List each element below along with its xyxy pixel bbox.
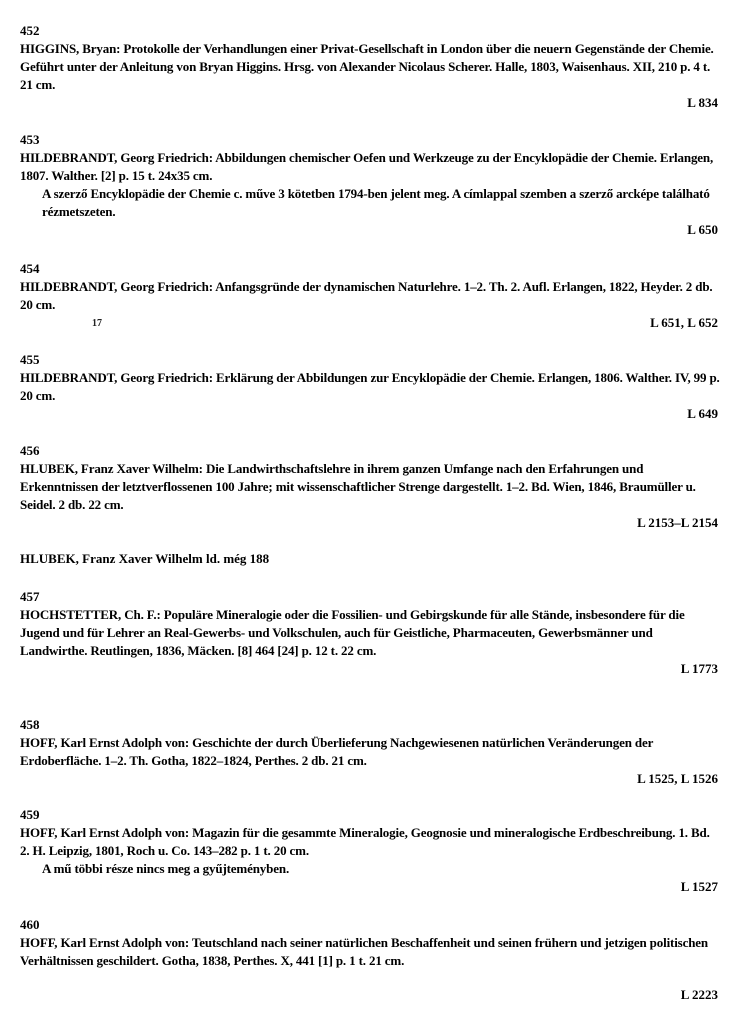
entry-number: 459 — [20, 807, 40, 822]
entry-note: A szerző Encyklopädie der Chemie c. műve 3 kötetben 1794-ben jelent meg. A címlappal szemben a szerző arcképe található rézmetszeten. — [42, 186, 710, 219]
entry-number: 454 — [20, 261, 40, 276]
entry-description: HIGGINS, Bryan: Protokolle der Verhandlungen einer Privat-Gesellschaft in London über die neuern Gegenstände der Chemie. Geführt unter der Anleitung von Bryan Higgins. Hrsg. von Alexander Nicolaus Scherer. Halle, 1803, Waisenhaus. XII, 210 p. 4 t. 21 cm. — [20, 41, 714, 92]
entry-signature: L 2223 — [680, 987, 718, 1002]
entry-number: 456 — [20, 443, 40, 458]
entry-description: HOFF, Karl Ernst Adolph von: Magazin für die gesammte Mineralogie, Geognosie und mineralogische Erdbeschreibung. 1. Bd. 2. H. Leipzig, 1801, Roch u. Co. 143–282 p. 1 t. 20 cm. — [20, 825, 710, 858]
catalog-entry-457 — [20, 588, 720, 678]
entry-description: HILDEBRANDT, Georg Friedrich: Abbildungen chemischer Oefen und Werkzeuge zu der Encyklopädie der Chemie. Erlangen, 1807. Walther. [2] p. 15 t. 24x35 cm. — [20, 150, 714, 183]
entry-description: HOFF, Karl Ernst Adolph von: Geschichte der durch Überlieferung Nachgewiesenen natürlichen Veränderungen der Erdoberfläche. 1–2. Th. Gotha, 1822–1824, Perthes. 2 db. 21 cm. — [20, 735, 653, 768]
entry-description: HOFF, Karl Ernst Adolph von: Teutschland nach seiner natürlichen Beschaffenheit und seinen frühern und jetzigen politischen Verhältnissen geschildert. Gotha, 1838, Perthes. X, 441 [1] p. 1 t. 21 cm. — [20, 935, 708, 968]
entry-signature: L 1773 — [680, 661, 718, 676]
entry-description: HLUBEK, Franz Xaver Wilhelm: Die Landwirthschaftslehre in ihrem ganzen Umfange nach den Erfahrungen und Erkenntnissen der letztverflossenen 100 Jahre; mit wissenschaftlicher Strenge dargestellt. 1–2. Bd. Wien, 1846, Braumüller u. Seidel. 2 db. 22 cm. — [20, 461, 696, 512]
entry-signature: L 649 — [687, 406, 718, 421]
catalog-entry-458 — [20, 716, 720, 788]
catalog-entry-453 — [20, 131, 720, 239]
catalog-entry-459 — [20, 806, 720, 896]
catalog-entry-452 — [20, 22, 720, 112]
entry-signature: L 651, L 652 — [650, 315, 718, 330]
handwritten-margin-mark: 17 — [92, 318, 102, 329]
cross-reference — [20, 550, 720, 568]
entry-signature: L 650 — [687, 222, 718, 237]
entry-signature: L 2153–L 2154 — [637, 515, 718, 530]
entry-description: HILDEBRANDT, Georg Friedrich: Erklärung der Abbildungen zur Encyklopädie der Chemie. Erlangen, 1806. Walther. IV, 99 p. 20 cm. — [20, 370, 720, 403]
entry-note: A mű többi része nincs meg a gyűjteményben. — [42, 861, 290, 876]
entry-number: 455 — [20, 352, 40, 367]
entry-description: HILDEBRANDT, Georg Friedrich: Anfangsgründe der dynamischen Naturlehre. 1–2. Th. 2. Aufl. Erlangen, 1822, Heyder. 2 db. 20 cm. — [20, 279, 713, 312]
catalog-entry-455 — [20, 351, 720, 423]
entry-number: 453 — [20, 132, 40, 147]
entry-number: 458 — [20, 717, 40, 732]
cross-reference-text: HLUBEK, Franz Xaver Wilhelm ld. még 188 — [20, 551, 270, 566]
catalog-entry-456 — [20, 442, 720, 532]
entry-description: HOCHSTETTER, Ch. F.: Populäre Mineralogie oder die Fossilien- und Gebirgskunde für alle Stände, insbesondere für die Jugend und für Lehrer an Real-Gewerbs- und Volkschulen, auch für Geistliche, Pharmaceuten, Gewerbsmänner und Landwirthe. Reutlingen, 1836, Mäcken. [8] 464 [24] p. 12 t. 22 cm. — [20, 607, 685, 658]
entry-signature: L 834 — [687, 95, 718, 110]
catalog-entry-454 — [20, 260, 720, 332]
entry-signature: L 1527 — [680, 879, 718, 894]
entry-number: 460 — [20, 917, 40, 932]
entry-number: 457 — [20, 589, 40, 604]
catalog-entry-460 — [20, 916, 720, 1004]
entry-signature: L 1525, L 1526 — [637, 771, 718, 786]
entry-number: 452 — [20, 23, 40, 38]
